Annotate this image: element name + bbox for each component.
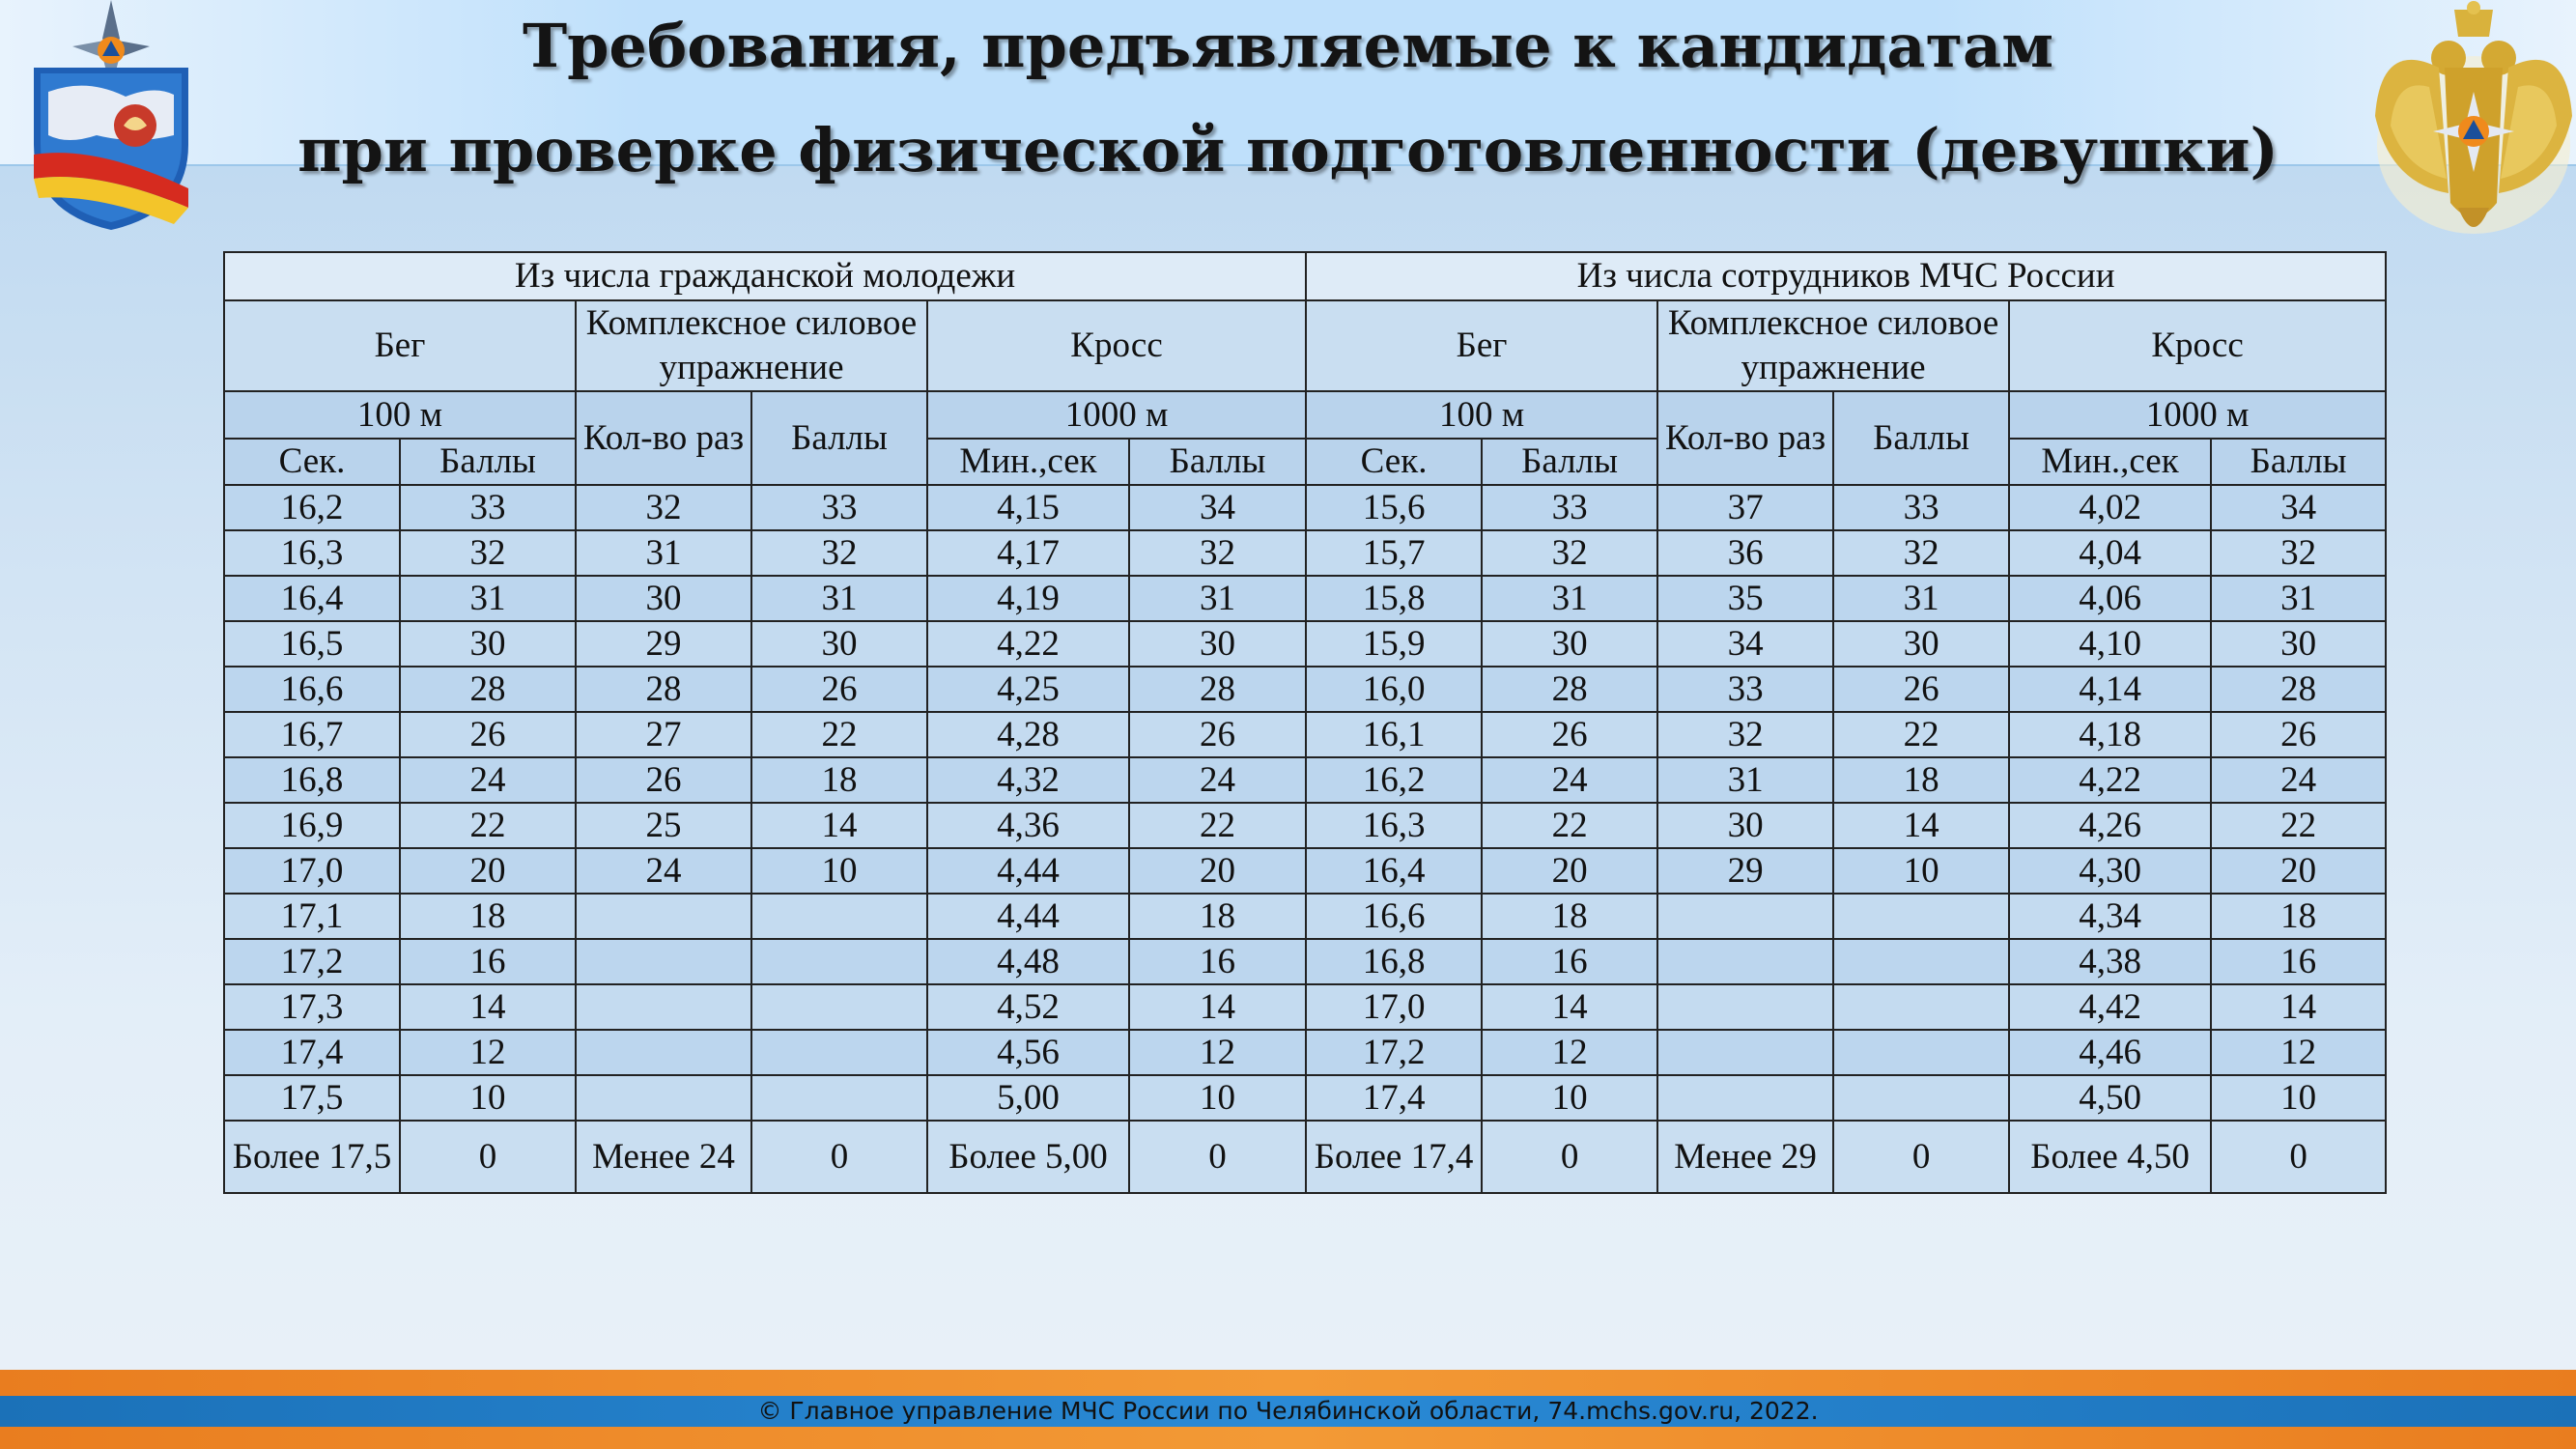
table-cell: 28 (400, 667, 576, 712)
table-cell: 34 (1129, 485, 1306, 530)
table-cell: Более 17,5 (224, 1121, 400, 1193)
table-cell: 28 (1482, 667, 1657, 712)
table-cell: 4,18 (2009, 712, 2211, 757)
table-cell: 24 (400, 757, 576, 803)
group-civil-header: Из числа гражданской молодежи (224, 252, 1306, 300)
table-cell: 17,0 (224, 848, 400, 894)
table-cell: 4,25 (927, 667, 1129, 712)
table-cell: 34 (2211, 485, 2386, 530)
table-cell (1657, 939, 1833, 984)
table-cell: 4,34 (2009, 894, 2211, 939)
distance-header-row (224, 391, 2386, 439)
table-cell: 16,7 (224, 712, 400, 757)
civil-run-header: Бег (224, 300, 576, 391)
table-cell: 33 (1482, 485, 1657, 530)
mchs-run-sec-header: Сек. (1306, 439, 1482, 485)
table-cell: 12 (400, 1030, 576, 1075)
table-cell: 26 (400, 712, 576, 757)
mchs-cross-header: Кросс (2009, 300, 2386, 391)
table-cell: 33 (1657, 667, 1833, 712)
table-cell: 22 (1833, 712, 2009, 757)
table-cell: 28 (576, 667, 751, 712)
table-cell: 4,30 (2009, 848, 2211, 894)
civil-strength-points-header: Баллы (751, 391, 927, 485)
table-cell (1833, 984, 2009, 1030)
table-cell: 18 (1129, 894, 1306, 939)
table-cell: 32 (576, 485, 751, 530)
unit-header-row (224, 439, 2386, 485)
table-cell: 26 (1482, 712, 1657, 757)
table-cell: Менее 24 (576, 1121, 751, 1193)
table-cell (1833, 1075, 2009, 1121)
table-cell: 29 (576, 621, 751, 667)
civil-cross-time-header: Мин.,сек (927, 439, 1129, 485)
mchs-cross-time-header: Мин.,сек (2009, 439, 2211, 485)
table-cell (1833, 1030, 2009, 1075)
table-cell: Менее 29 (1657, 1121, 1833, 1193)
table-cell: 16,3 (224, 530, 400, 576)
title-line-1: Требования, предъявляемые к кандидатам (522, 11, 2054, 81)
table-cell: 22 (751, 712, 927, 757)
table-cell: 31 (1833, 576, 2009, 621)
table-cell: 16,8 (224, 757, 400, 803)
table-cell: 32 (1482, 530, 1657, 576)
table-cell: 15,6 (1306, 485, 1482, 530)
table-cell (576, 1075, 751, 1121)
table-cell: 4,48 (927, 939, 1129, 984)
table-cell: 28 (1129, 667, 1306, 712)
civil-reps-header: Кол-во раз (576, 391, 751, 485)
table-cell: 12 (1482, 1030, 1657, 1075)
table-cell: 16,4 (1306, 848, 1482, 894)
table-cell: 31 (576, 530, 751, 576)
table-cell: 10 (400, 1075, 576, 1121)
table-cell: 14 (1129, 984, 1306, 1030)
footer-stripe-orange-bottom (0, 1427, 2576, 1449)
table-cell: 14 (1482, 984, 1657, 1030)
table-row (224, 1030, 2386, 1075)
table-cell: 30 (1129, 621, 1306, 667)
table-cell: 17,2 (224, 939, 400, 984)
table-cell: 31 (2211, 576, 2386, 621)
table-cell: 0 (1482, 1121, 1657, 1193)
table-cell: 17,4 (224, 1030, 400, 1075)
table-cell: 4,38 (2009, 939, 2211, 984)
table-cell: 25 (576, 803, 751, 848)
table-cell: 4,04 (2009, 530, 2211, 576)
table-cell: 24 (2211, 757, 2386, 803)
table-cell: 31 (1657, 757, 1833, 803)
title-line-2: при проверке физической подготовленности (девушки) (297, 115, 2279, 185)
mchs-run-header: Бег (1306, 300, 1657, 391)
mchs-cross-distance: 1000 м (2009, 391, 2386, 439)
table-cell: 28 (2211, 667, 2386, 712)
table-cell: 33 (751, 485, 927, 530)
mchs-cross-points-header: Баллы (2211, 439, 2386, 485)
table-row (224, 939, 2386, 984)
table-cell: 30 (576, 576, 751, 621)
chelyabinsk-mchs-emblem-icon (19, 0, 203, 232)
table-row (224, 848, 2386, 894)
table-cell: 34 (1657, 621, 1833, 667)
table-cell (751, 1030, 927, 1075)
table-cell (1833, 894, 2009, 939)
table-cell: 16 (400, 939, 576, 984)
table-cell: 30 (751, 621, 927, 667)
table-cell (751, 894, 927, 939)
footer-stripe-orange (0, 1370, 2576, 1396)
table-cell (1657, 1075, 1833, 1121)
table-row-minimum (224, 1121, 2386, 1193)
table-cell: 4,50 (2009, 1075, 2211, 1121)
table-cell: 16,2 (224, 485, 400, 530)
civil-run-points-header: Баллы (400, 439, 576, 485)
table-cell: 10 (1129, 1075, 1306, 1121)
table-cell (751, 984, 927, 1030)
table-cell: 10 (1833, 848, 2009, 894)
mchs-strength-header: Комплексное силовое упражнение (1657, 300, 2009, 391)
table-cell: 20 (1129, 848, 1306, 894)
table-cell: 16 (1482, 939, 1657, 984)
table-cell: 4,22 (927, 621, 1129, 667)
table-cell: 4,26 (2009, 803, 2211, 848)
table-cell: 0 (2211, 1121, 2386, 1193)
table-cell: 16,2 (1306, 757, 1482, 803)
mchs-russia-eagle-emblem-icon (2371, 0, 2576, 246)
table-cell: 30 (400, 621, 576, 667)
table-cell: 18 (2211, 894, 2386, 939)
table-row (224, 667, 2386, 712)
civil-strength-header: Комплексное силовое упражнение (576, 300, 927, 391)
table-cell: 18 (751, 757, 927, 803)
table-cell: 17,2 (1306, 1030, 1482, 1075)
table-cell: 10 (1482, 1075, 1657, 1121)
table-cell: 22 (2211, 803, 2386, 848)
table-cell: 4,17 (927, 530, 1129, 576)
table-cell: 30 (1833, 621, 2009, 667)
table-cell: 4,06 (2009, 576, 2211, 621)
table-row (224, 894, 2386, 939)
table-cell (576, 894, 751, 939)
table-cell: 14 (2211, 984, 2386, 1030)
group-header-row (224, 252, 2386, 300)
table-cell: 4,44 (927, 894, 1129, 939)
table-cell: 18 (1482, 894, 1657, 939)
table-cell: 14 (1833, 803, 2009, 848)
civil-cross-points-header: Баллы (1129, 439, 1306, 485)
table-cell: 4,52 (927, 984, 1129, 1030)
table-cell: 22 (400, 803, 576, 848)
table-cell: 4,02 (2009, 485, 2211, 530)
table-cell: 24 (1129, 757, 1306, 803)
table-cell: 15,9 (1306, 621, 1482, 667)
table-cell: 16 (1129, 939, 1306, 984)
table-cell: 20 (400, 848, 576, 894)
discipline-header-row (224, 300, 2386, 391)
table-cell: 16,6 (1306, 894, 1482, 939)
civil-cross-header: Кросс (927, 300, 1306, 391)
table-cell: 4,15 (927, 485, 1129, 530)
table-cell: 17,0 (1306, 984, 1482, 1030)
footer-copyright: © Главное управление МЧС России по Челябинской области, 74.mchs.gov.ru, 2022. (757, 1397, 1819, 1425)
table-row (224, 485, 2386, 530)
table-cell: 18 (1833, 757, 2009, 803)
civil-run-distance: 100 м (224, 391, 576, 439)
mchs-reps-header: Кол-во раз (1657, 391, 1833, 485)
table-cell: 16,1 (1306, 712, 1482, 757)
table-cell: 31 (400, 576, 576, 621)
table-cell: 4,44 (927, 848, 1129, 894)
table-cell: 10 (2211, 1075, 2386, 1121)
table-cell: 31 (751, 576, 927, 621)
table-cell: 0 (1833, 1121, 2009, 1193)
table-cell: 15,8 (1306, 576, 1482, 621)
table-cell: 4,22 (2009, 757, 2211, 803)
table-cell: 35 (1657, 576, 1833, 621)
table-cell: 4,42 (2009, 984, 2211, 1030)
mchs-run-distance: 100 м (1306, 391, 1657, 439)
table-cell: 32 (751, 530, 927, 576)
table-cell: 26 (1129, 712, 1306, 757)
table-cell (576, 939, 751, 984)
table-cell: 32 (1129, 530, 1306, 576)
table-cell: 24 (1482, 757, 1657, 803)
table-cell: 32 (1657, 712, 1833, 757)
table-cell: 16,5 (224, 621, 400, 667)
table-cell: Более 17,4 (1306, 1121, 1482, 1193)
table-cell: 32 (2211, 530, 2386, 576)
table-row (224, 576, 2386, 621)
table-cell: 17,5 (224, 1075, 400, 1121)
group-mchs-header: Из числа сотрудников МЧС России (1306, 252, 2386, 300)
table-cell: 31 (1129, 576, 1306, 621)
table-body (224, 485, 2386, 1121)
table-cell: 0 (751, 1121, 927, 1193)
table-cell: 16,0 (1306, 667, 1482, 712)
table-cell: 17,1 (224, 894, 400, 939)
table-cell: 4,14 (2009, 667, 2211, 712)
table-row (224, 1075, 2386, 1121)
table-cell: 14 (400, 984, 576, 1030)
table-row (224, 803, 2386, 848)
table-row (224, 757, 2386, 803)
table-cell: 15,7 (1306, 530, 1482, 576)
table-cell: 30 (2211, 621, 2386, 667)
table-cell: 4,19 (927, 576, 1129, 621)
table-cell: 26 (576, 757, 751, 803)
table-cell: Более 4,50 (2009, 1121, 2211, 1193)
table-cell: 30 (1657, 803, 1833, 848)
table-cell: 32 (1833, 530, 2009, 576)
table-cell: 18 (400, 894, 576, 939)
table-cell: 4,10 (2009, 621, 2211, 667)
table-cell: 33 (400, 485, 576, 530)
table-cell: 20 (2211, 848, 2386, 894)
table-row (224, 984, 2386, 1030)
table-cell: 0 (400, 1121, 576, 1193)
table-cell: 27 (576, 712, 751, 757)
table-cell: 26 (1833, 667, 2009, 712)
table-cell: 16,4 (224, 576, 400, 621)
table-cell: 33 (1833, 485, 2009, 530)
table-cell: 17,4 (1306, 1075, 1482, 1121)
table-cell: 32 (400, 530, 576, 576)
mchs-run-points-header: Баллы (1482, 439, 1657, 485)
table-cell: 30 (1482, 621, 1657, 667)
table-cell: 10 (751, 848, 927, 894)
requirements-table (223, 251, 2387, 1194)
table-cell: Более 5,00 (927, 1121, 1129, 1193)
table-cell: 24 (576, 848, 751, 894)
civil-cross-distance: 1000 м (927, 391, 1306, 439)
table-cell (1657, 1030, 1833, 1075)
table-cell: 22 (1482, 803, 1657, 848)
table-cell (1657, 894, 1833, 939)
table-cell: 16,8 (1306, 939, 1482, 984)
table-cell: 17,3 (224, 984, 400, 1030)
table-cell: 26 (2211, 712, 2386, 757)
table-cell (576, 1030, 751, 1075)
table-cell: 12 (1129, 1030, 1306, 1075)
table-cell: 16,6 (224, 667, 400, 712)
table-cell: 16,9 (224, 803, 400, 848)
table-cell: 4,56 (927, 1030, 1129, 1075)
table-cell: 14 (751, 803, 927, 848)
table-cell: 22 (1129, 803, 1306, 848)
table-cell: 26 (751, 667, 927, 712)
table-cell: 16,3 (1306, 803, 1482, 848)
table-cell: 12 (2211, 1030, 2386, 1075)
table-cell: 29 (1657, 848, 1833, 894)
table-cell: 20 (1482, 848, 1657, 894)
table-cell (1833, 939, 2009, 984)
table-cell: 4,32 (927, 757, 1129, 803)
table-cell: 0 (1129, 1121, 1306, 1193)
table-cell: 4,28 (927, 712, 1129, 757)
table-cell: 4,36 (927, 803, 1129, 848)
table-cell: 31 (1482, 576, 1657, 621)
civil-run-sec-header: Сек. (224, 439, 400, 485)
table-cell: 37 (1657, 485, 1833, 530)
table-row (224, 712, 2386, 757)
table-cell (576, 984, 751, 1030)
table-cell (1657, 984, 1833, 1030)
table-row (224, 530, 2386, 576)
table-cell: 16 (2211, 939, 2386, 984)
table-cell (751, 939, 927, 984)
page-title (290, 0, 2286, 203)
table-cell (751, 1075, 927, 1121)
table-row (224, 621, 2386, 667)
table-cell: 36 (1657, 530, 1833, 576)
table-cell: 4,46 (2009, 1030, 2211, 1075)
mchs-strength-points-header: Баллы (1833, 391, 2009, 485)
table-cell: 5,00 (927, 1075, 1129, 1121)
